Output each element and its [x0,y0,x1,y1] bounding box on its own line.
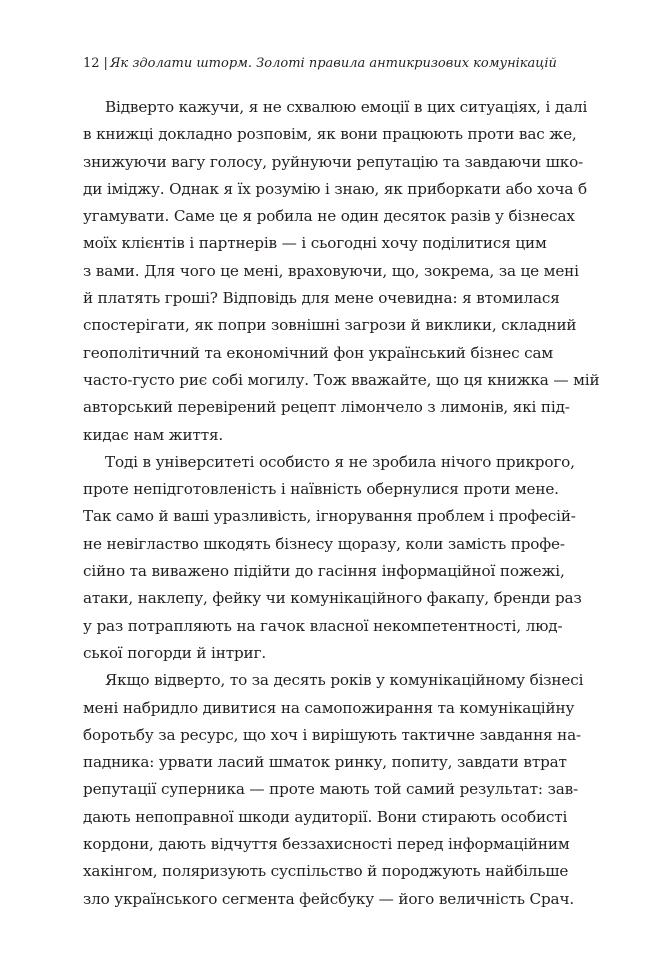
text-line: Так само й ваші уразливість, ігнорування проблем і професій- [83,507,576,526]
page-number: 12 [83,56,100,71]
text-line: кордони, дають відчуття беззахисності перед інформаційним [83,835,570,854]
text-line: геополітичний та економічний фон український бізнес сам [83,343,554,362]
text-line: моїх клієнтів і партнерів — і сьогодні хочу поділитися цим [83,234,547,253]
running-head-separator: | [103,56,108,71]
paragraph-1 [83,94,600,449]
text-line: мені набридло дивитися на самопожирання та комунікаційну [83,698,575,717]
text-line: зло українського сегмента фейсбуку — його величність Срач. [83,889,575,908]
text-line: Тоді в університеті особисто я не зробила нічого прикрого, [105,452,575,471]
text-line: угамувати. Саме це я робила не один десяток разів у бізнесах [83,207,575,226]
running-head [83,56,583,72]
text-line: часто-густо риє собі могилу. Тож вважайте, що ця книжка — мій [83,370,600,389]
text-line: кидає нам життя. [83,425,224,444]
text-line: з вами. Для чого це мені, враховуючи, що, зокрема, за це мені [83,261,579,280]
text-line: знижуючи вагу голосу, руйнуючи репутацію та завдаючи шко- [83,152,584,171]
text-line: хакінгом, поляризують суспільство й породжують найбільше [83,862,569,881]
text-line: ди іміджу. Однак я їх розумію і знаю, як приборкати або хоча б [83,179,587,198]
paragraph-3 [83,667,584,913]
text-line: авторський перевірений рецепт лімончело з лимонів, які під- [83,398,570,417]
text-line: боротьбу за ресурс, що хоч і вирішують тактичне завдання на- [83,725,582,744]
text-line: атаки, наклепу, фейку чи комунікаційного факапу, бренди раз [83,589,582,608]
text-line: дають непоправної шкоди аудиторії. Вони стирають особисті [83,807,568,826]
book-title: Як здолати шторм. Золоті правила антикризових комунікацій [109,56,557,71]
text-line: репутації суперника — проте мають той самий результат: зав- [83,780,579,799]
text-line: падника: урвати ласий шматок ринку, попиту, завдати втрат [83,753,567,772]
text-line: у раз потрапляють на гачок власної некомпетентності, люд- [83,616,563,635]
text-line: Відверто кажучи, я не схвалюю емоції в цих ситуаціях, і далі [105,98,588,116]
text-line: в книжці докладно розповім, як вони працюють проти вас же, [83,125,577,144]
body-text [83,94,600,913]
text-line: спостерігати, як попри зовнішні загрози й виклики, складний [83,316,577,335]
text-line: не невігластво шкодять бізнесу щоразу, коли замість профе- [83,534,565,553]
text-line: сійно та виважено підійти до гасіння інформаційної пожежі, [83,562,565,581]
text-line: проте непідготовленість і наївність обернулися проти мене. [83,480,559,499]
text-line: Якщо відверто, то за десять років у комунікаційному бізнесі [105,671,584,690]
text-line: й платять гроші? Відповідь для мене очевидна: я втомилася [83,289,560,308]
text-line: ської погорди й інтриг. [83,643,266,662]
paragraph-2 [83,449,582,667]
